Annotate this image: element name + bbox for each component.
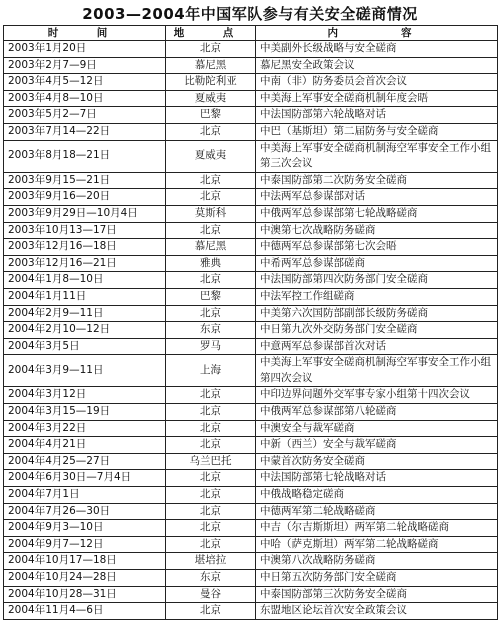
- table-row: [4, 586, 498, 603]
- cell-time: 2004年3月22日: [4, 420, 166, 437]
- cell-content: 中泰国防部第三次防务安全磋商: [256, 586, 498, 603]
- cell-time: 2004年3月12日: [4, 387, 166, 404]
- cell-content: 中巴（基斯坦）第二届防务与安全磋商: [256, 123, 498, 140]
- cell-time: 2004年1月8—10日: [4, 272, 166, 289]
- cell-place: 巴黎: [166, 288, 256, 305]
- cell-time: 2004年10月24—28日: [4, 570, 166, 587]
- table-body: [4, 41, 498, 620]
- cell-time: 2004年2月10—12日: [4, 322, 166, 339]
- cell-time: 2004年10月17—18日: [4, 553, 166, 570]
- table-row: [4, 404, 498, 421]
- cell-content: 中美副外长级战略与安全磋商: [256, 41, 498, 58]
- cell-content: 中美海上军事安全磋商机制海空军事安全工作小组第三次会议: [256, 140, 498, 172]
- cell-place: 乌兰巴托: [166, 453, 256, 470]
- cell-content: 中澳安全与裁军磋商: [256, 420, 498, 437]
- cell-time: 2004年7月26—30日: [4, 503, 166, 520]
- table-row: [4, 437, 498, 454]
- cell-time: 2003年7月14—22日: [4, 123, 166, 140]
- cell-time: 2003年12月16—21日: [4, 255, 166, 272]
- cell-time: 2003年10月13—17日: [4, 222, 166, 239]
- table-row: [4, 603, 498, 620]
- table-row: [4, 140, 498, 172]
- cell-place: 北京: [166, 520, 256, 537]
- cell-place: 比勒陀利亚: [166, 74, 256, 91]
- cell-place: 北京: [166, 189, 256, 206]
- cell-content: 中德两军总参谋部第七次会晤: [256, 239, 498, 256]
- cell-place: 莫斯科: [166, 205, 256, 222]
- cell-time: 2004年10月28—31日: [4, 586, 166, 603]
- cell-time: 2004年1月11日: [4, 288, 166, 305]
- cell-content: 中俄战略稳定磋商: [256, 487, 498, 504]
- table-row: [4, 355, 498, 387]
- cell-time: 2003年1月20日: [4, 41, 166, 58]
- cell-place: 北京: [166, 503, 256, 520]
- cell-content: 中印边界问题外交军事专家小组第十四次会议: [256, 387, 498, 404]
- cell-place: 北京: [166, 222, 256, 239]
- cell-time: 2003年9月15—21日: [4, 172, 166, 189]
- cell-time: 2004年7月1日: [4, 487, 166, 504]
- cell-time: 2003年9月29日—10月4日: [4, 205, 166, 222]
- cell-place: 罗马: [166, 338, 256, 355]
- cell-content: 中希两军总参谋部磋商: [256, 255, 498, 272]
- cell-content: 中蒙首次防务安全磋商: [256, 453, 498, 470]
- cell-place: 北京: [166, 272, 256, 289]
- table-row: [4, 41, 498, 58]
- cell-place: 上海: [166, 355, 256, 387]
- cell-content: 东盟地区论坛首次安全政策会议: [256, 603, 498, 620]
- cell-place: 北京: [166, 172, 256, 189]
- table-row: [4, 107, 498, 124]
- cell-place: 北京: [166, 123, 256, 140]
- cell-content: 中法军控工作组磋商: [256, 288, 498, 305]
- cell-time: 2004年3月5日: [4, 338, 166, 355]
- table-row: [4, 553, 498, 570]
- cell-place: 堪培拉: [166, 553, 256, 570]
- cell-content: 中法国防部第七轮战略对话: [256, 470, 498, 487]
- header-content: 内 容: [256, 26, 498, 41]
- cell-content: 中澳第八次战略防务磋商: [256, 553, 498, 570]
- cell-place: 北京: [166, 41, 256, 58]
- table-row: [4, 222, 498, 239]
- cell-time: 2003年9月16—20日: [4, 189, 166, 206]
- table-row: [4, 520, 498, 537]
- table-row: [4, 239, 498, 256]
- cell-place: 夏威夷: [166, 90, 256, 107]
- cell-content: 中泰国防部第二次防务安全磋商: [256, 172, 498, 189]
- cell-time: 2004年2月9—11日: [4, 305, 166, 322]
- cell-time: 2003年8月18—21日: [4, 140, 166, 172]
- cell-time: 2004年11月4—6日: [4, 603, 166, 620]
- cell-place: 北京: [166, 387, 256, 404]
- cell-place: 北京: [166, 437, 256, 454]
- cell-time: 2004年6月30日—7月4日: [4, 470, 166, 487]
- cell-place: 慕尼黑: [166, 57, 256, 74]
- document-title: 2003—2004年中国军队参与有关安全磋商情况: [82, 5, 418, 23]
- table-row: [4, 570, 498, 587]
- cell-place: 巴黎: [166, 107, 256, 124]
- table-row: [4, 74, 498, 91]
- table-row: [4, 205, 498, 222]
- cell-time: 2004年4月21日: [4, 437, 166, 454]
- cell-content: 中法国防部第六轮战略对话: [256, 107, 498, 124]
- table-row: [4, 305, 498, 322]
- table-row: [4, 453, 498, 470]
- table-row: [4, 322, 498, 339]
- cell-content: 中美海上军事安全磋商机制海空军事安全工作小组第四次会议: [256, 355, 498, 387]
- cell-time: 2003年2月7—9日: [4, 57, 166, 74]
- cell-place: 北京: [166, 603, 256, 620]
- table-row: [4, 536, 498, 553]
- cell-content: 中日第五次防务部门安全磋商: [256, 570, 498, 587]
- cell-time: 2003年12月16—18日: [4, 239, 166, 256]
- cell-place: 曼谷: [166, 586, 256, 603]
- cell-time: 2004年4月25—27日: [4, 453, 166, 470]
- cell-time: 2004年9月3—10日: [4, 520, 166, 537]
- cell-content: 慕尼黑安全政策会议: [256, 57, 498, 74]
- table-row: [4, 420, 498, 437]
- cell-content: 中美海上军事安全磋商机制年度会晤: [256, 90, 498, 107]
- cell-time: 2003年4月5—12日: [4, 74, 166, 91]
- table-row: [4, 338, 498, 355]
- consultation-table: [3, 25, 498, 620]
- cell-content: 中哈（萨克斯坦）两军第二轮战略磋商: [256, 536, 498, 553]
- cell-time: 2004年3月9—11日: [4, 355, 166, 387]
- cell-place: 东京: [166, 570, 256, 587]
- table-row: [4, 57, 498, 74]
- cell-content: 中俄两军总参谋部第八轮磋商: [256, 404, 498, 421]
- table-row: [4, 255, 498, 272]
- table-row: [4, 189, 498, 206]
- cell-content: 中美第六次国防部副部长级防务磋商: [256, 305, 498, 322]
- table-row: [4, 123, 498, 140]
- cell-content: 中法国防部第四次防务部门安全磋商: [256, 272, 498, 289]
- cell-time: 2003年4月8—10日: [4, 90, 166, 107]
- table-row: [4, 470, 498, 487]
- cell-content: 中新（西兰）安全与裁军磋商: [256, 437, 498, 454]
- cell-place: 北京: [166, 536, 256, 553]
- header-time: 时 间: [4, 26, 166, 41]
- cell-place: 北京: [166, 470, 256, 487]
- cell-time: 2004年3月15—19日: [4, 404, 166, 421]
- cell-content: 中意两军总参谋部首次对话: [256, 338, 498, 355]
- header-place: 地 点: [166, 26, 256, 41]
- cell-content: 中德两军第二轮战略磋商: [256, 503, 498, 520]
- cell-place: 东京: [166, 322, 256, 339]
- table-row: [4, 503, 498, 520]
- table-row: [4, 272, 498, 289]
- cell-place: 北京: [166, 404, 256, 421]
- cell-place: 北京: [166, 420, 256, 437]
- cell-content: 中南（非）防务委员会首次会议: [256, 74, 498, 91]
- table-header-row: [4, 26, 498, 41]
- cell-content: 中俄两军总参谋部第七轮战略磋商: [256, 205, 498, 222]
- cell-place: 北京: [166, 305, 256, 322]
- cell-content: 中吉（尔吉斯斯坦）两军第二轮战略磋商: [256, 520, 498, 537]
- cell-time: 2003年5月2—7日: [4, 107, 166, 124]
- table-row: [4, 90, 498, 107]
- cell-place: 慕尼黑: [166, 239, 256, 256]
- cell-content: 中澳第七次战略防务磋商: [256, 222, 498, 239]
- cell-content: 中法两军总参谋部对话: [256, 189, 498, 206]
- table-row: [4, 487, 498, 504]
- cell-content: 中日第九次外交防务部门安全磋商: [256, 322, 498, 339]
- cell-place: 北京: [166, 487, 256, 504]
- table-row: [4, 172, 498, 189]
- cell-time: 2004年9月7—12日: [4, 536, 166, 553]
- table-row: [4, 387, 498, 404]
- cell-place: 夏威夷: [166, 140, 256, 172]
- cell-place: 雅典: [166, 255, 256, 272]
- table-row: [4, 288, 498, 305]
